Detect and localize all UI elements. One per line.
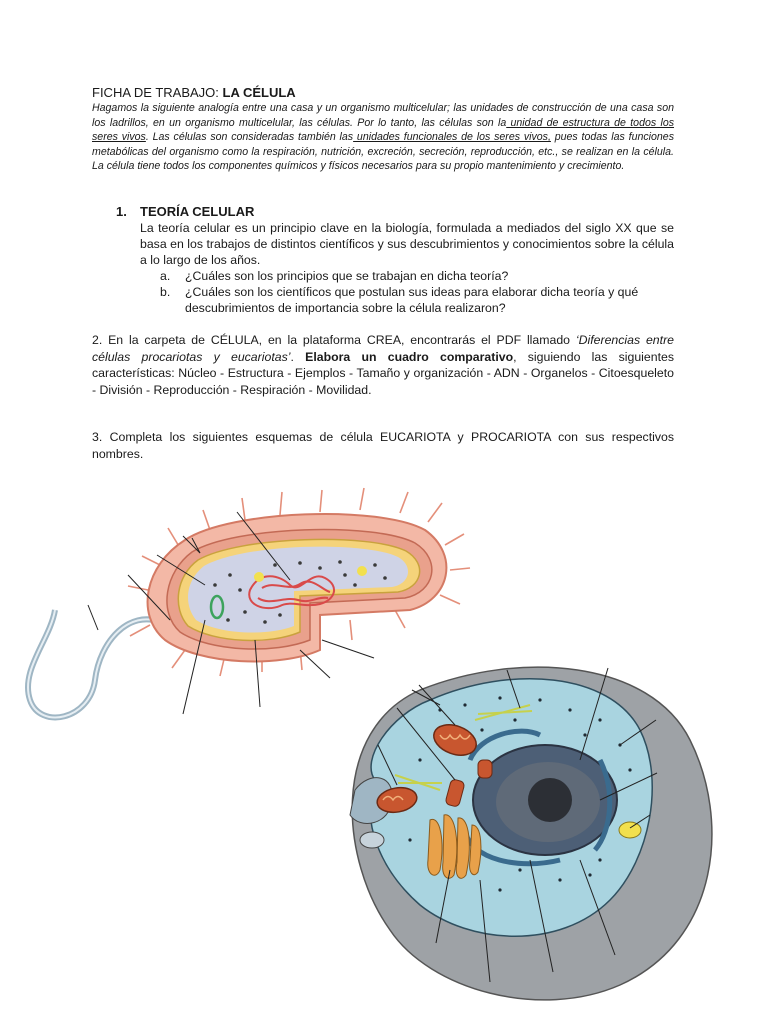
section1-title: TEORÍA CELULAR [140, 204, 255, 219]
prokaryotic-cell-diagram [28, 488, 470, 717]
question-b [160, 284, 674, 316]
section2-paragraph [92, 332, 674, 398]
bacteria-inclusion [357, 566, 367, 576]
question-text: ¿Cuáles son los principios que se trabajan en dicha teoría? [185, 269, 509, 283]
section1-number: 1. [116, 204, 127, 219]
intro-part2: . Las células son consideradas también las [145, 131, 354, 144]
section2-italic: ‘Diferencias entre células procariotas y eucariotas’ [92, 333, 674, 364]
worksheet-title [92, 85, 296, 100]
section2-part1: 2. En la carpeta de CÉLULA, en la plataforma CREA, encontrarás el PDF llamado [92, 333, 576, 347]
title-prefix: FICHA DE TRABAJO: [92, 85, 223, 100]
intro-paragraph [92, 101, 674, 174]
section2-part3: , siguiendo las siguientes características: Núcleo - Estructura - Ejemplos - Tamaño y organización - ADN - Organelos - Citoesqueleto - División - Reproducción - Respiración - Movilidad. [92, 349, 674, 397]
intro-part1: Hagamos la siguiente analogía entre una casa y un organismo multicelular; las unidades de construcción de una casa son los ladrillos, en un organismo multicelular, las células. Por lo tanto, las células son la [92, 102, 674, 129]
intro-underline1: unidad de estructura de todos los seres vivos [92, 116, 675, 144]
section1-questions [160, 268, 674, 316]
intro-underline2: unidades funcionales de los seres vivos, [353, 131, 551, 144]
bacteria-inclusion [254, 572, 264, 582]
intro-part3: pues todas las funciones metabólicas del organismo como la respiración, nutrición, excreción, secreción, reproducción, etc., se realizan en la célula. La célula tiene todos los componentes químicos y físicos necesarios para su propio mantenimiento y crecimiento. [92, 131, 674, 173]
section1-heading [116, 204, 254, 219]
eukaryotic-cell-diagram [350, 667, 712, 1000]
question-text: ¿Cuáles son los científicos que postulan sus ideas para elaborar dicha teoría y qué descubrimientos de importancia sobre la célula realizaron? [185, 285, 639, 315]
eukaryote-nucleolus [528, 778, 572, 822]
section2-part2: . [290, 349, 306, 364]
section3-paragraph: 3. Completa los siguientes esquemas de célula EUCARIOTA y PROCARIOTA con sus respectivos nombres. [92, 430, 674, 461]
flagellum [28, 610, 160, 717]
section2-bold: Elabora un cuadro comparativo [305, 349, 514, 364]
question-letter: a. [160, 269, 171, 283]
cell-diagrams [0, 470, 768, 1024]
question-a [160, 268, 674, 284]
question-letter: b. [160, 285, 171, 299]
eukaryote-lysosome [619, 822, 641, 838]
title-bold: LA CÉLULA [222, 85, 296, 100]
section1-body: La teoría celular es un principio clave en la biología, formulada a mediados del siglo XX que se basa en los trabajos de distintos científicos y sus descubrimientos y conocimientos sobre la célula a lo largo de los años. [140, 221, 674, 267]
